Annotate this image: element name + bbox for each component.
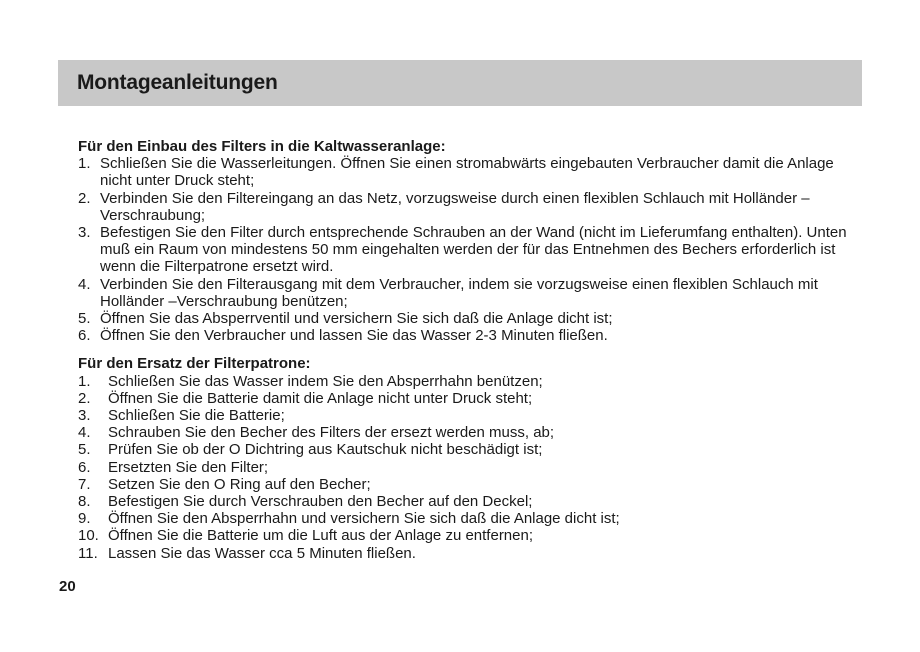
step-number: 6. [78,458,91,476]
step-text: Prüfen Sie ob der O Dichtring aus Kautschuk nicht beschädigt ist; [108,441,543,459]
step-text: Öffnen Sie die Batterie damit die Anlage nicht unter Druck steht; [108,389,533,407]
list-item [78,545,858,562]
list-item [78,310,858,327]
replacement-steps-list [78,373,858,562]
step-text: Schließen Sie die Batterie; [108,407,285,425]
step-number: 7. [78,475,91,493]
step-text: Befestigen Sie durch Verschrauben den Becher auf den Deckel; [108,493,533,511]
step-number: 6. [78,327,91,345]
step-number: 11. [78,544,98,562]
step-text: Schrauben Sie den Becher des Filters der ersezt werden muss, ab; [108,424,555,442]
step-text: Ersetzten Sie den Filter; [108,458,269,476]
section-heading-installation: Für den Einbau des Filters in die Kaltwasseranlage: [78,138,446,155]
step-text: Lassen Sie das Wasser cca 5 Minuten fließen. [108,544,416,562]
step-number: 3. [78,407,91,425]
step-text: Befestigen Sie den Filter durch entsprechende Schrauben an der Wand (nicht im Lieferumfang enthalten). Unten muß ein Raum von mindestens 50 mm eingehalten werden der für das Entnehmen des Bechers erforderlich ist wenn die Filterpatrone ersetzt wird. [100,224,847,276]
instructions-content [78,138,858,562]
step-text: Verbinden Sie den Filterausgang mit dem Verbraucher, indem sie vorzugsweise einen flexiblen Schlauch mit Holländer –Verschraubung benützen; [100,275,818,310]
list-item [78,390,858,407]
list-item [78,373,858,390]
list-item [78,510,858,527]
step-text: Verbinden Sie den Filtereingang an das Netz, vorzugsweise durch einen flexiblen Schlauch mit Holländer –Verschraubung; [100,189,810,224]
step-text: Öffnen Sie den Verbraucher und lassen Sie das Wasser 2-3 Minuten fließen. [100,327,608,345]
list-item [78,441,858,458]
list-item [78,459,858,476]
step-number: 4. [78,275,91,293]
list-item [78,276,858,310]
section-heading-cartridge-replacement: Für den Ersatz der Filterpatrone: [78,355,311,373]
step-number: 10. [78,527,99,545]
step-number: 8. [78,493,91,511]
step-number: 9. [78,510,91,528]
step-number: 5. [78,441,91,459]
list-item [78,190,858,224]
list-item [78,527,858,544]
step-text: Schließen Sie die Wasserleitungen. Öffnen Sie einen stromabwärts eingebauten Verbraucher damit die Anlage nicht unter Druck steht; [100,155,834,190]
section-spacer [78,344,858,355]
step-number: 1. [78,155,91,173]
list-item [78,224,858,276]
step-number: 5. [78,310,91,328]
page-title: Montageanleitungen [77,71,278,94]
step-number: 4. [78,424,91,442]
step-text: Öffnen Sie das Absperrventil und versichern Sie sich daß die Anlage dicht ist; [100,310,613,328]
title-bar [58,60,862,106]
step-text: Öffnen Sie die Batterie um die Luft aus der Anlage zu entfernen; [108,527,534,545]
step-text: Öffnen Sie den Absperrhahn und versichern Sie sich daß die Anlage dicht ist; [108,510,620,528]
step-text: Setzen Sie den O Ring auf den Becher; [108,475,371,493]
step-text: Schließen Sie das Wasser indem Sie den Absperrhahn benützen; [108,372,543,390]
step-number: 2. [78,189,91,207]
step-number: 3. [78,224,91,242]
page-number: 20 [59,578,76,595]
list-item [78,493,858,510]
list-item [78,327,858,344]
step-number: 1. [78,372,91,390]
list-item [78,155,858,189]
list-item [78,424,858,441]
step-number: 2. [78,389,91,407]
list-item [78,476,858,493]
installation-steps-list [78,155,858,344]
list-item [78,407,858,424]
